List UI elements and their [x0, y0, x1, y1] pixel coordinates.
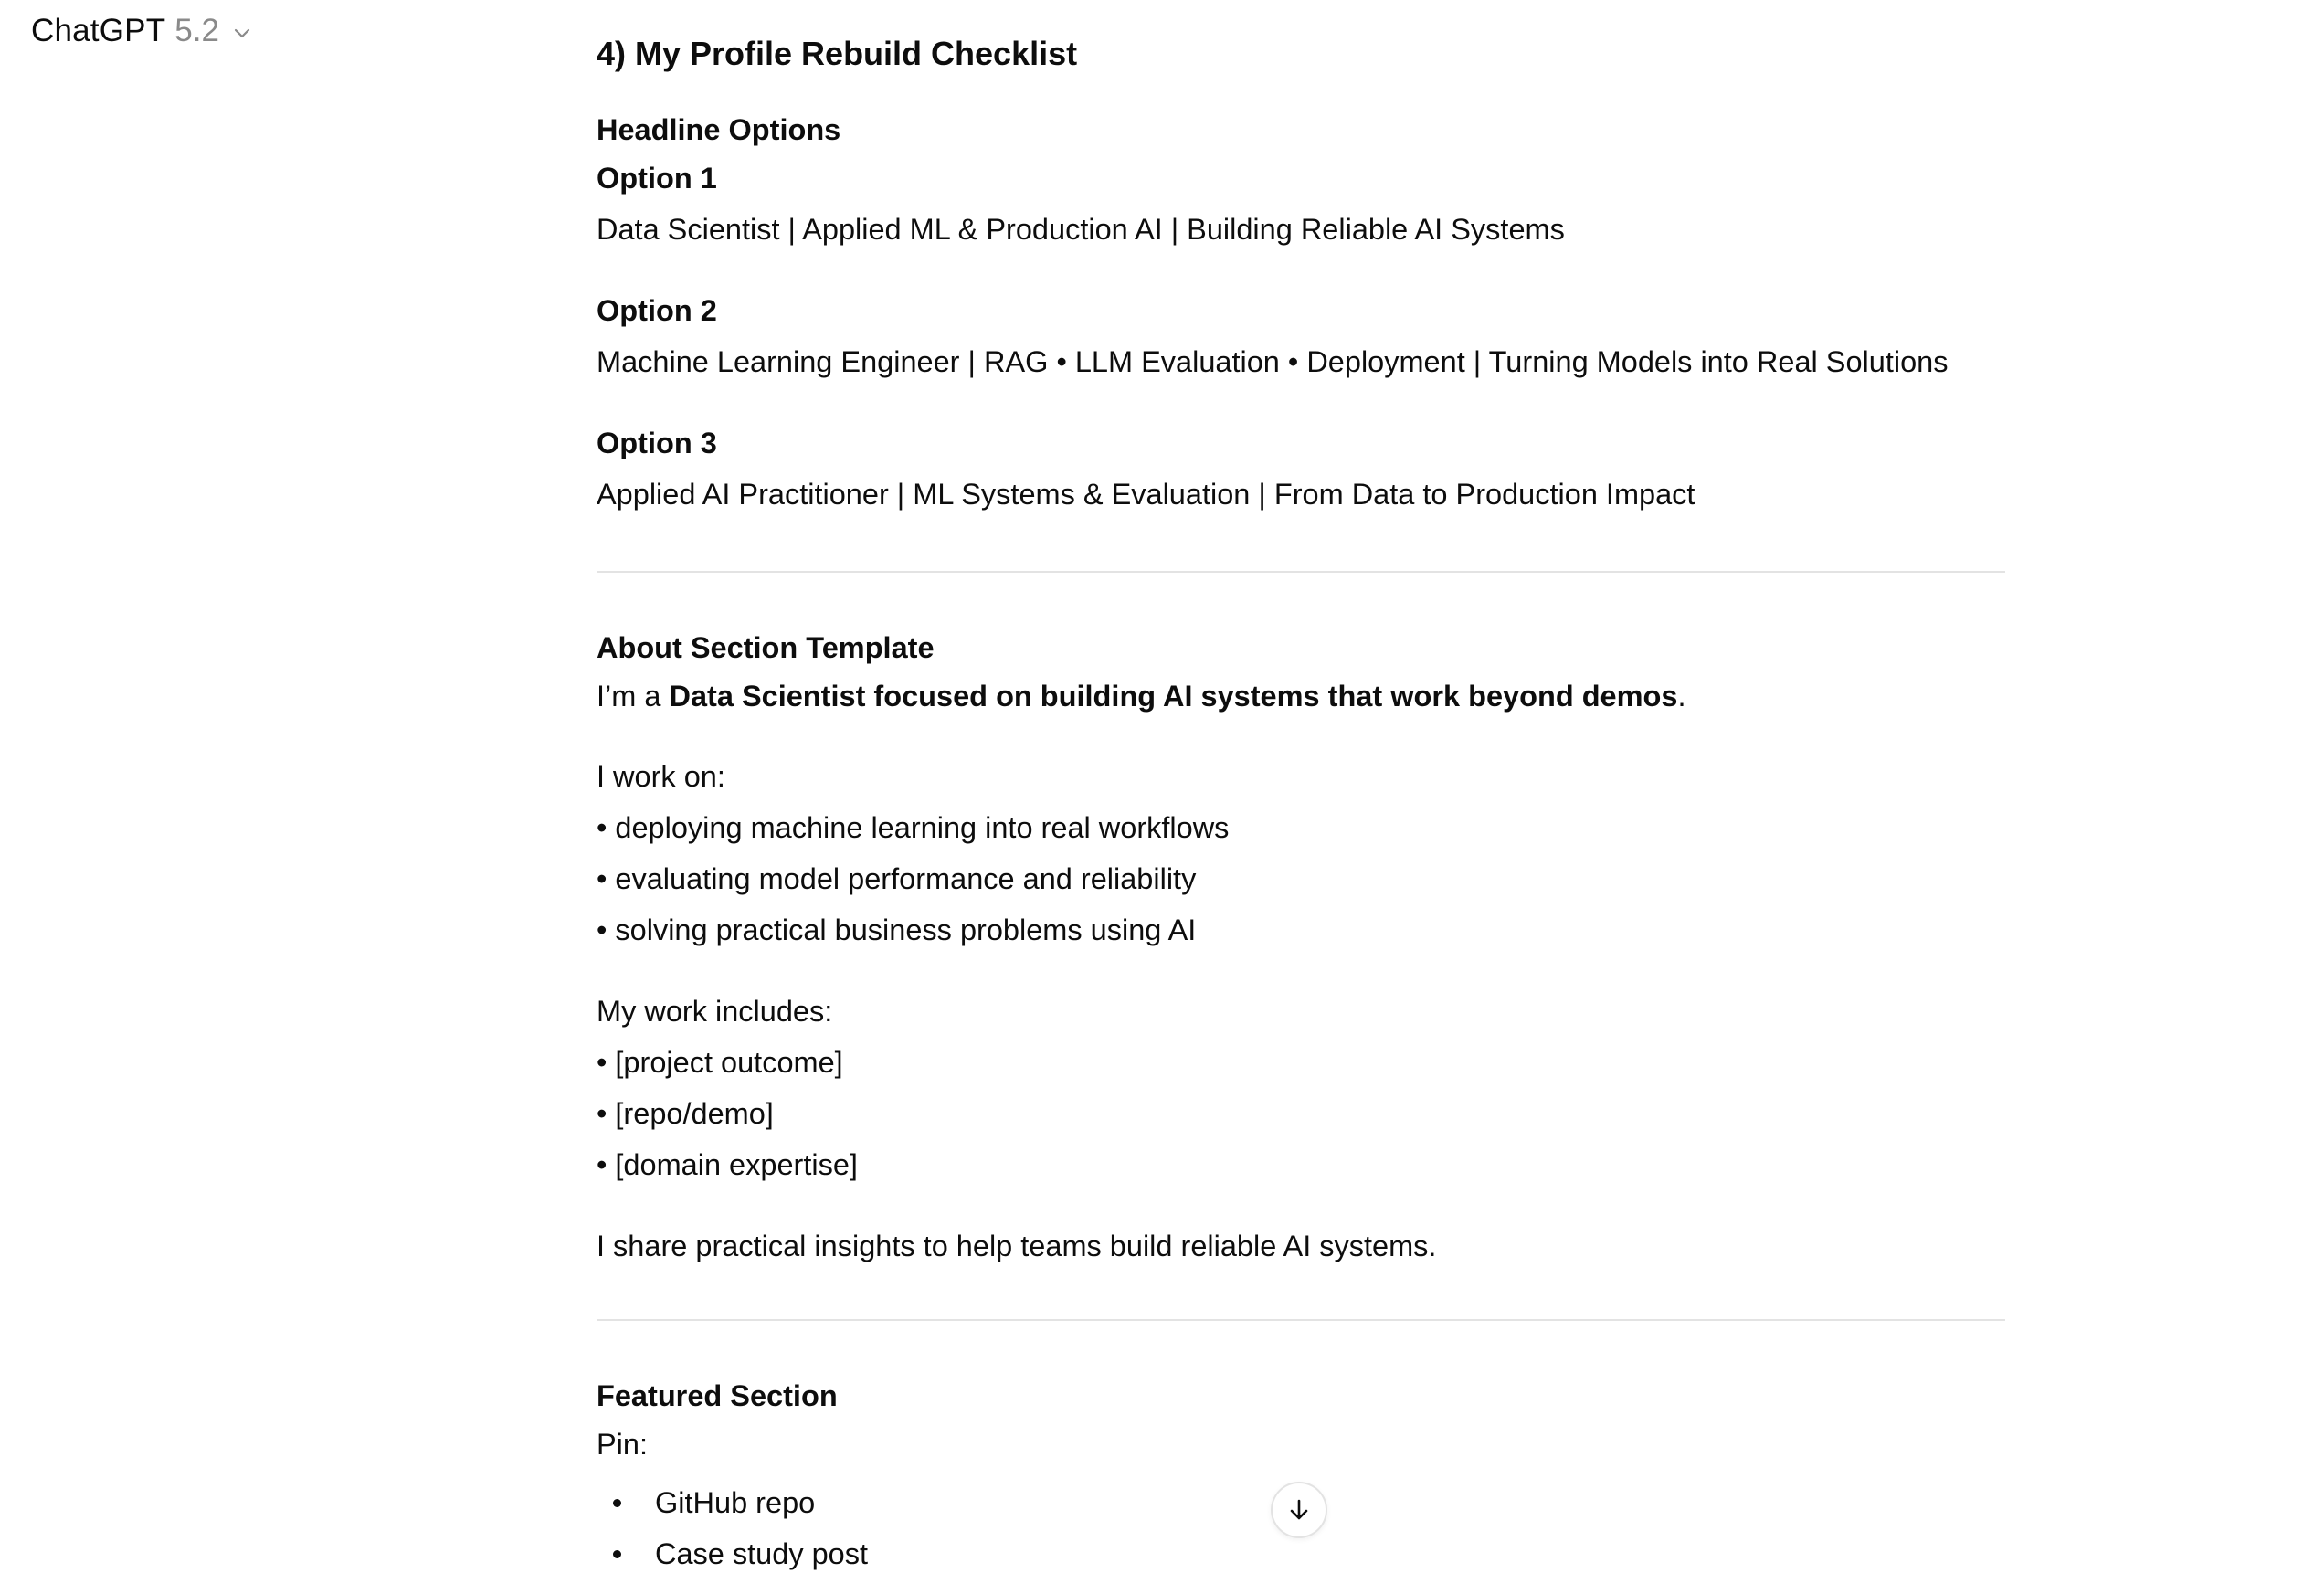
about-intro-prefix: I’m a [597, 680, 670, 713]
section-divider [597, 1319, 2005, 1321]
chevron-down-icon [232, 23, 252, 43]
includes-item: • [domain expertise] [597, 1148, 858, 1181]
includes-item: • [project outcome] [597, 1046, 843, 1079]
includes-label: My work includes: [597, 995, 833, 1028]
about-intro-bold: Data Scientist focused on building AI systems that work beyond demos [669, 680, 1678, 713]
work-on-label: I work on: [597, 760, 725, 793]
featured-heading: Featured Section [597, 1379, 838, 1412]
app-name: ChatGPT [31, 13, 166, 48]
headline-options-heading: Headline Options [597, 113, 841, 146]
featured-item-text: GitHub repo [655, 1486, 816, 1519]
featured-item-text: Case study post [655, 1537, 869, 1570]
message-title: 4) My Profile Rebuild Checklist [597, 35, 1078, 72]
about-intro-suffix: . [1677, 680, 1686, 713]
pin-label: Pin: [597, 1428, 649, 1461]
about-heading: About Section Template [597, 631, 935, 664]
option-2-label: Option 2 [597, 294, 717, 327]
model-selector[interactable] [31, 11, 252, 51]
work-on-item: • solving practical business problems using AI [597, 913, 1197, 946]
option-1-text: Data Scientist | Applied ML & Production AI | Building Reliable AI Systems [597, 213, 1565, 246]
list-item [618, 1536, 868, 1572]
arrow-down-icon [1285, 1496, 1313, 1524]
work-on-item: • deploying machine learning into real workflows [597, 811, 1230, 844]
option-3-label: Option 3 [597, 427, 717, 459]
about-intro [597, 678, 1685, 714]
work-on-item: • evaluating model performance and reliability [597, 862, 1197, 895]
includes-item: • [repo/demo] [597, 1097, 774, 1130]
option-3-text: Applied AI Practitioner | ML Systems & Evaluation | From Data to Production Impact [597, 478, 1695, 511]
about-closing: I share practical insights to help teams build reliable AI systems. [597, 1230, 1437, 1262]
model-version: 5.2 [174, 13, 219, 48]
scroll-to-bottom-button[interactable] [1271, 1482, 1327, 1538]
list-item [618, 1484, 815, 1521]
section-divider [597, 571, 2005, 573]
option-1-label: Option 1 [597, 162, 717, 195]
option-2-text: Machine Learning Engineer | RAG • LLM Evaluation • Deployment | Turning Models into Real Solutions [597, 345, 1949, 378]
